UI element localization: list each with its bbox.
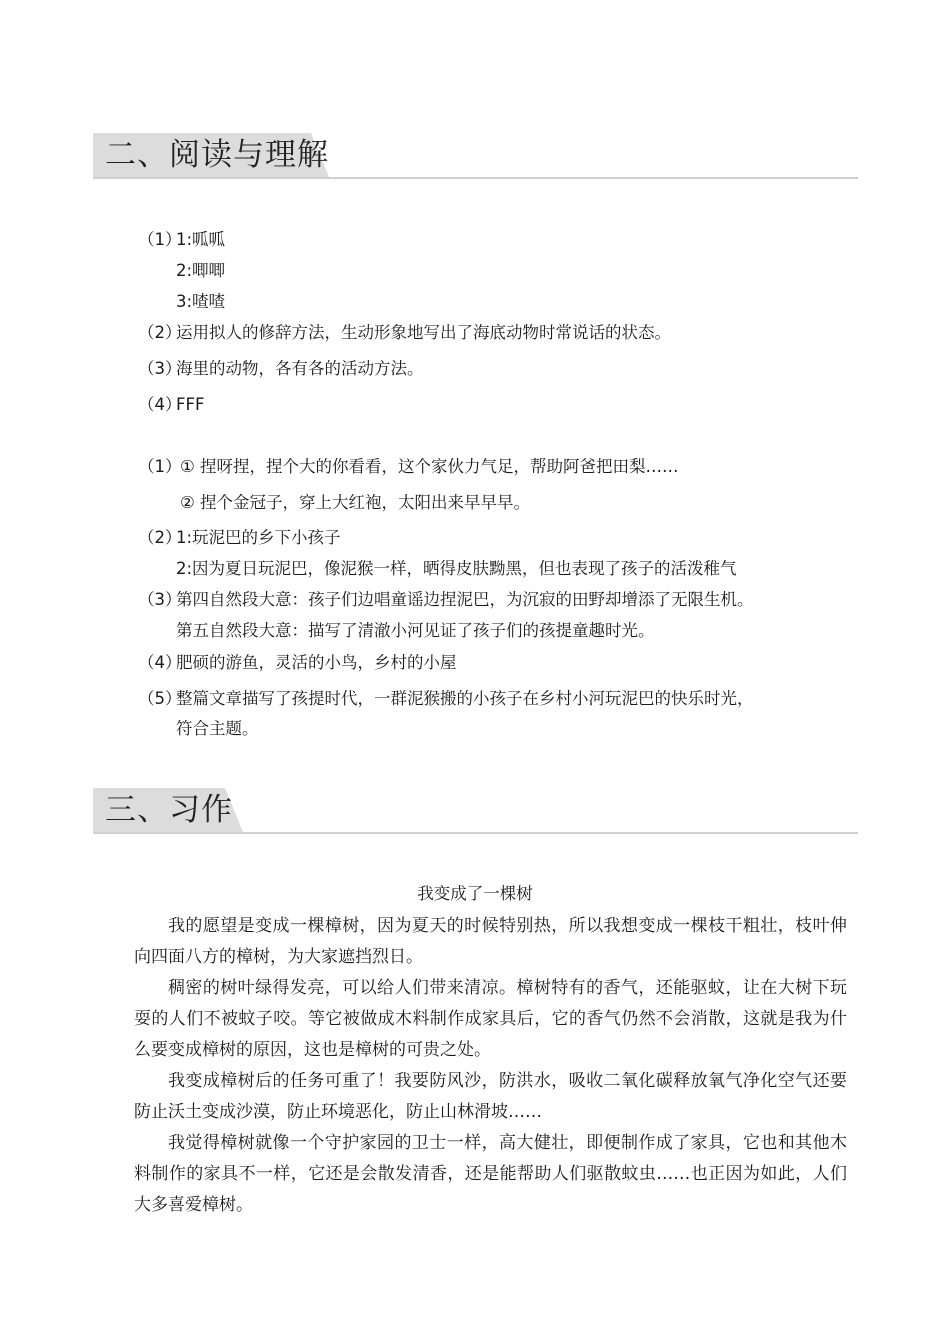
answer-2-5-line2: 符合主题。 [176,719,259,738]
section-header-writing [93,788,858,834]
answer-text: ① 捏呀捏，捏个大的你看看，这个家伙力气足，帮助阿爸把田梨…… [180,457,679,476]
essay-paragraph: 我的愿望是变成一棵樟树，因为夏天的时候特别热，所以我想变成一棵枝干粗壮，枝叶伸向四面八方的樟树，为大家遮挡烈日。 [134,916,847,967]
answer-2-1 [138,456,679,478]
answer-2-3 [138,589,754,611]
answer-2-2-line2: 2:因为夏日玩泥巴，像泥猴一样，晒得皮肤黝黑，但也表现了孩子的活泼稚气 [176,559,737,578]
essay-title: 我变成了一棵树 [417,884,533,903]
answer-text: 1:玩泥巴的乡下小孩子 [176,528,341,547]
answer-text: 整篇文章描写了孩提时代，一群泥猴搬的小孩子在乡村小河玩泥巴的快乐时光， [176,689,754,708]
question-number: （2） [138,528,182,547]
section-title: 二、阅读与理解 [105,137,329,173]
essay-paragraph: 我变成樟树后的任务可重了！我要防风沙，防洪水，吸收二氧化碳释放氧气净化空气还要防止沃土变成沙漠，防止环境恶化，防止山林滑坡…… [134,1071,847,1122]
answer-2-3-line2: 第五自然段大意：描写了清澈小河见证了孩子们的孩提童趣时光。 [176,621,655,640]
answer-2-1-line2: ② 捏个金冠子，穿上大红袍，太阳出来早早早。 [180,493,531,512]
answer-1-1-line2: 2:唧唧 [176,261,226,280]
answer-1-1-line3: 3:喳喳 [176,292,226,311]
answer-1-3 [138,358,424,380]
answer-text: 第四自然段大意：孩子们边唱童谣边捏泥巴，为沉寂的田野却增添了无限生机。 [176,590,754,609]
question-number: （1） [138,230,182,249]
question-number: （3） [138,359,182,378]
section-divider [93,832,858,834]
answer-1-2 [138,322,671,344]
section-divider [93,177,858,179]
answer-text: FFF [176,395,205,414]
essay-paragraph: 稠密的树叶绿得发亮，可以给人们带来清凉。樟树特有的香气，还能驱蚊，让在大树下玩耍的人们不被蚊子咬。等它被做成木料制作成家具后，它的香气仍然不会消散，这就是我为什么要变成樟树的原因，这也是樟树的可贵之处。 [134,978,847,1060]
question-number: （4） [138,653,182,672]
section-header-reading [93,133,858,179]
question-number: （2） [138,323,182,342]
section-title: 三、习作 [105,792,233,828]
answer-text: 1:呱呱 [176,230,226,249]
answer-text: 肥硕的游鱼，灵活的小鸟，乡村的小屋 [176,653,457,672]
answer-text: 海里的动物，各有各的活动方法。 [176,359,424,378]
essay-paragraph: 我觉得樟树就像一个守护家园的卫士一样，高大健壮，即便制作成了家具，它也和其他木料制作的家具不一样，它还是会散发清香，还是能帮助人们驱散蚊虫……也正因为如此，人们大多喜爱樟树。 [134,1133,847,1215]
answer-1-4 [138,394,204,416]
essay-body [134,911,847,1221]
answer-1-1 [138,229,225,251]
question-number: （3） [138,590,182,609]
question-number: （1） [138,457,182,476]
question-number: （5） [138,689,182,708]
answer-text: 运用拟人的修辞方法，生动形象地写出了海底动物时常说话的状态。 [176,323,671,342]
answer-2-2 [138,527,341,549]
answer-2-5 [138,688,754,710]
question-number: （4） [138,395,182,414]
answer-2-4 [138,652,457,674]
